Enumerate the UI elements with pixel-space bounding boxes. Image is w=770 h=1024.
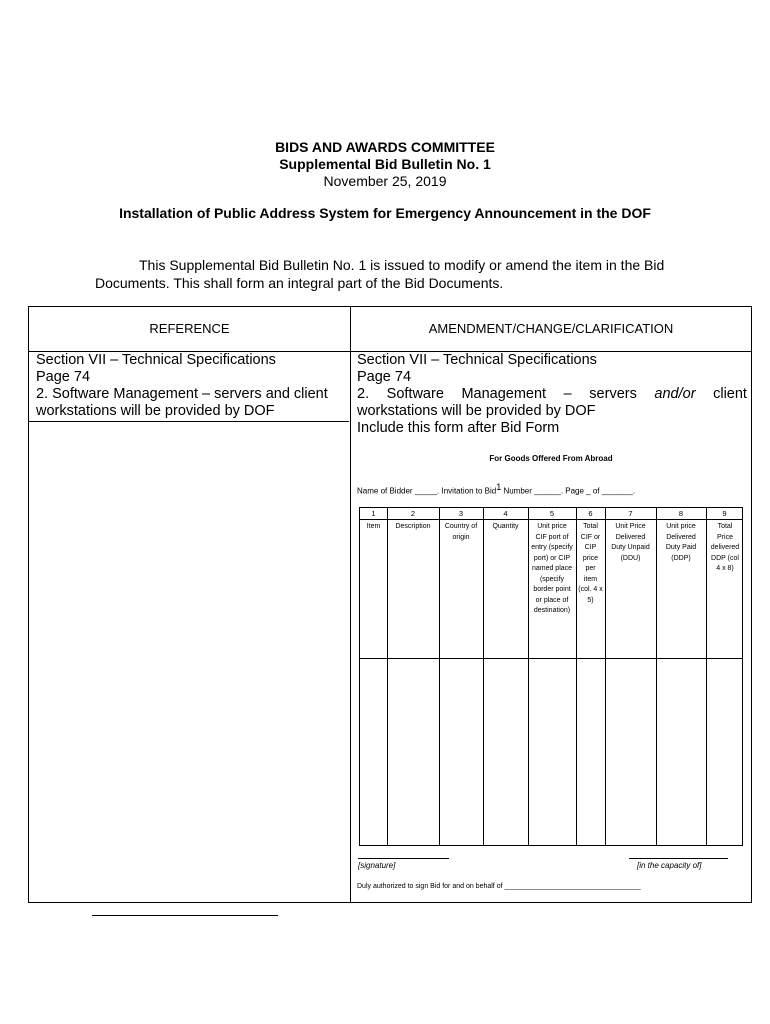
footnote-mark: 1 — [496, 482, 502, 492]
amendment-column-header: AMENDMENT/CHANGE/CLARIFICATION — [428, 321, 674, 336]
committee-title: BIDS AND AWARDS COMMITTEE — [275, 139, 495, 155]
column-number: 9 — [722, 509, 727, 518]
amendment-word: Management — [461, 386, 547, 402]
column-number: 4 — [503, 509, 508, 518]
bulletin-number: Supplemental Bid Bulletin No. 1 — [279, 156, 491, 172]
amendment-table — [28, 306, 752, 903]
amendment-word: client — [713, 386, 747, 402]
reference-line: Section VII – Technical Specifications — [36, 352, 276, 368]
bidder-name-text: Name of Bidder _____. Invitation to Bid — [357, 486, 497, 496]
column-header-item: Item — [366, 523, 381, 530]
column-number: 2 — [410, 509, 416, 518]
invitation-number-text: Number ______. Page _ of _______. — [501, 486, 636, 496]
column-header-ddu: Unit Price Delivered Duty Unpaid (DDU) — [611, 523, 650, 562]
include-form-note: Include this form after Bid Form — [357, 420, 560, 436]
amendment-word: servers — [589, 386, 637, 402]
amendment-word: Software — [386, 386, 444, 402]
amendment-line: Section VII – Technical Specifications — [357, 352, 597, 368]
column-header-description: Description — [395, 523, 431, 530]
column-number: 8 — [678, 509, 684, 518]
reference-line: workstations will be provided by DOF — [36, 403, 275, 419]
bidder-name-line — [357, 482, 635, 496]
intro-text: This Supplemental Bid Bulletin No. 1 is issued to modify or amend the item in the Bid Documents. This shall form an integral part of the Bid Documents. — [95, 257, 665, 291]
price-schedule-table — [359, 507, 743, 846]
column-header-total-ddp: Total Price delivered DDP (col 4 x 8) — [710, 523, 740, 572]
schedule-title: For Goods Offered From Abroad — [489, 454, 613, 463]
footnote-separator — [92, 915, 278, 916]
bulletin-date: November 25, 2019 — [323, 173, 447, 189]
capacity-label: [in the capacity of] — [637, 861, 702, 870]
column-header-unit-price-cif: Unit price CIF port of entry (specify port) or CIP named place (specify border point or place of destination) — [531, 523, 573, 614]
reference-line: Page 74 — [36, 369, 91, 385]
column-number: 3 — [458, 509, 464, 518]
signature-label: [signature] — [358, 861, 396, 870]
amendment-word: – — [563, 386, 572, 402]
intro-paragraph — [95, 256, 675, 292]
amendment-line: workstations will be provided by DOF — [357, 403, 596, 419]
amendment-word: 2. — [357, 386, 370, 402]
signature-line — [358, 858, 449, 859]
column-header-total-cif: Total CIF or CIP price per item (col. 4 x 5) — [578, 523, 603, 604]
column-header-ddp: Unit price Delivered Duty Paid (DDP) — [665, 523, 697, 562]
project-title: Installation of Public Address System for Emergency Announcement in the DOF — [119, 205, 651, 221]
amendment-line-justified — [357, 386, 747, 403]
column-header-quantity: Quantity — [492, 523, 519, 530]
duly-authorized-line: Duly authorized to sign Bid for and on behalf of ___________________________________ — [357, 883, 641, 890]
reference-column-header: REFERENCE — [149, 321, 230, 336]
amendment-line: Page 74 — [357, 369, 412, 385]
reference-line: 2. Software Management – servers and client — [36, 386, 328, 402]
column-number: 5 — [549, 509, 555, 518]
amendment-cell — [357, 352, 747, 420]
amendment-word-emphasis: and/or — [654, 386, 696, 402]
capacity-line — [629, 858, 728, 859]
column-number: 6 — [588, 509, 593, 518]
reference-cell — [36, 352, 348, 420]
column-header-country: Country of origin — [444, 523, 478, 541]
column-number: 1 — [371, 509, 376, 518]
column-number: 7 — [628, 509, 633, 518]
